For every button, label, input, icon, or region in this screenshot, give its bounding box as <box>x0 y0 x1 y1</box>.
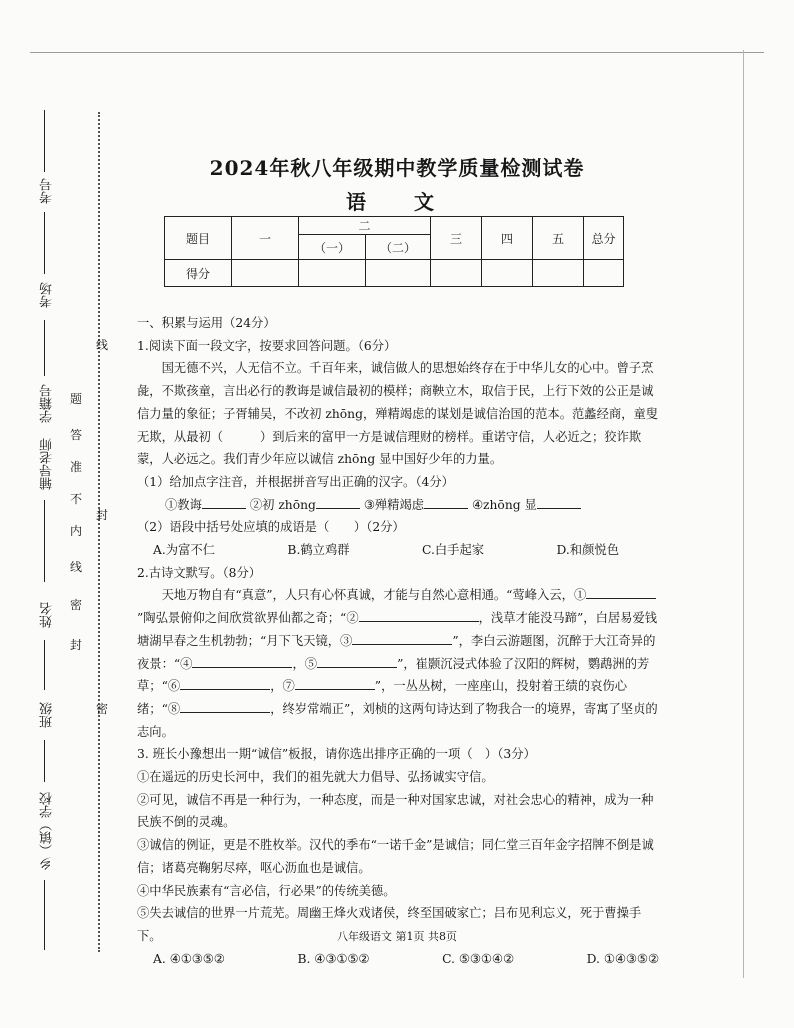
class-field[interactable] <box>44 740 45 782</box>
score-input-cell[interactable] <box>431 260 482 287</box>
seal-char: 密 <box>96 702 109 716</box>
school-label: 乡（镇）学校 <box>40 792 55 870</box>
tutor-label: 辅导老师 <box>40 438 55 490</box>
option-c[interactable]: C.白手起家 <box>421 543 485 558</box>
seal-char: 答 <box>70 428 83 442</box>
score-header-cell: 总分 <box>584 217 624 260</box>
statement-5: ⑤失去诚信的世界一片荒芜。周幽王烽火戏诸侯，终至国破家亡；吕布见利忘义，死于曹操手下。 <box>137 906 642 943</box>
item-1: ①教诲 <box>165 497 202 512</box>
exam-title: 2024年秋八年级期中教学质量检测试卷 <box>209 156 585 180</box>
score-input-cell[interactable] <box>482 260 533 287</box>
answer-blank[interactable] <box>180 698 270 713</box>
option-b[interactable]: B. ④③①⑤② <box>297 951 370 966</box>
statement-2: ②可见，诚信不再是一种行为，一种态度，而是一种对国家忠诚，对社会忠心的精神，成为一种民族不倒的灵魂。 <box>137 792 654 830</box>
seal-char: 线 <box>96 338 109 352</box>
answer-blank[interactable] <box>316 494 360 509</box>
seal-char: 内 <box>70 524 83 538</box>
statement-1: ①在遥远的历史长河中，我们的祖先就大力倡导、弘扬诚实守信。 <box>137 770 494 785</box>
student-id-label: 学籍号 <box>40 384 55 423</box>
statement-4: ④中华民族素有“言必信，行必果”的传统美德。 <box>137 883 396 898</box>
seal-char: 封 <box>96 508 109 522</box>
score-header-cell: 四 <box>482 217 533 260</box>
page-footer: 八年级语文 第1页 共8页 <box>337 930 457 943</box>
score-input-cell[interactable] <box>533 260 584 287</box>
option-b[interactable]: B.鹤立鸡群 <box>287 543 350 558</box>
score-header-cell: 一 <box>232 217 299 260</box>
question-3-options <box>137 948 659 971</box>
exam-number-label: 考号 <box>40 178 55 204</box>
exam-room-field[interactable] <box>44 212 45 274</box>
exam-content <box>137 312 659 970</box>
score-row-label: 得分 <box>165 260 232 287</box>
seal-char: 线 <box>70 560 83 574</box>
answer-blank[interactable] <box>424 494 468 509</box>
item-4: ④zhōng 显 <box>472 497 537 512</box>
answer-blank[interactable] <box>586 584 656 599</box>
question-3: 3. 班长小豫想出一期“诚信”板报，请你选出排序正确的一项（ ）（3分） <box>137 747 536 762</box>
answer-blank[interactable] <box>317 653 397 668</box>
answer-blank[interactable] <box>202 494 246 509</box>
seal-char: 封 <box>70 638 83 652</box>
score-input-cell[interactable] <box>366 260 431 287</box>
name-label: 姓名 <box>40 602 55 628</box>
exam-room-label: 考场 <box>40 282 55 308</box>
option-a[interactable]: A. ④①③⑤② <box>153 951 225 966</box>
score-header-cell: 五 <box>533 217 584 260</box>
item-3: ③殚精竭虑 <box>363 497 425 512</box>
name-field[interactable] <box>44 640 45 690</box>
question-1-2: （2）语段中括号处应填的成语是（ ）（2分） <box>137 520 405 535</box>
score-input-cell[interactable] <box>584 260 624 287</box>
answer-blank[interactable] <box>180 675 270 690</box>
page-top-edge <box>30 52 764 53</box>
seal-char: 不 <box>70 492 83 506</box>
section-heading: 一、积累与运用（24分） <box>137 316 276 330</box>
score-header-cell: 三 <box>431 217 482 260</box>
score-input-cell[interactable] <box>299 260 366 287</box>
subject-title: 语 文 <box>346 190 448 214</box>
passage: 国无德不兴，人无信不立。千百年来，诚信做人的思想始终存在于中华儿女的心中。曾子烹彘，不欺孩童，言出必行的教诲是诚信最初的模样；商鞅立木，取信于民，上行下效的公正是诚信力量的象征；子胥辅吴，不改初 zhōng，殚精竭虑的谋划是诚信治国的范本。范蠡经商，童叟无欺，从最初（ ）到后来的富甲一方是诚信理财的榜样。重诺守信，人必近之；狡诈欺蒙，人必远之。我们青少年应以诚信 zhōng 显中国好少年的力量。 <box>137 361 659 467</box>
option-a[interactable]: A.为富不仁 <box>153 543 215 558</box>
question-2: 2.古诗文默写。（8分） <box>137 565 262 580</box>
question-1: 1.阅读下面一段文字，按要求回答问题。（6分） <box>137 338 397 353</box>
answer-blank[interactable] <box>352 630 452 645</box>
seal-char: 密 <box>70 598 83 612</box>
seal-char: 题 <box>70 392 83 406</box>
answer-blank[interactable] <box>192 653 292 668</box>
seal-char: 准 <box>70 460 83 474</box>
score-header-cell: 题目 <box>165 217 232 260</box>
tutor-field[interactable] <box>44 500 45 582</box>
class-label: 班级 <box>40 702 55 728</box>
item-2: ②初 zhōng <box>249 497 316 512</box>
statement-3: ③诚信的例证，更是不胜枚举。汉代的季布“一诺千金”是诚信；同仁堂三百年金字招牌不倒是诚信；诸葛亮鞠躬尽瘁，呕心沥血也是诚信。 <box>137 838 654 875</box>
poetry-dictation: 天地万物自有“真意”，人只有心怀真诚，才能与自然心意相通。“莺峰入云，①”陶弘景俯仰之间欣赏欲界仙都之奇；“② ，浅草才能没马蹄”，白居易爱钱塘湖早春之生机勃勃；“月下飞天镜，③ ”，李白云游题图，沉醉于大江奇异的夜景：“④ ，⑤ ”，崔颢沉浸式体验了汉阳的辉树，鹦鹉洲的芳草；“⑥ ，⑦ ”，一丛丛树，一座座山，投射着王绩的哀伤心绪；“⑧ ，终岁常端正”，刘桢的这两句诗达到了物我合一的境界，寄寓了坚贞的志向。 <box>137 584 659 743</box>
option-d[interactable]: D.和颜悦色 <box>556 543 619 558</box>
score-header-cell: 二 <box>299 217 431 235</box>
option-d[interactable]: D. ①④③⑤② <box>586 951 659 966</box>
score-sub-cell: （一） <box>299 235 366 260</box>
student-id-field[interactable] <box>44 320 45 376</box>
question-1-1-items <box>137 494 659 517</box>
answer-blank[interactable] <box>295 675 375 690</box>
option-c[interactable]: C. ⑤③①④② <box>442 951 514 966</box>
question-1-2-options <box>137 539 659 562</box>
answer-blank[interactable] <box>359 607 479 622</box>
question-1-1: （1）给加点字注音，并根据拼音写出正确的汉字。（4分） <box>137 474 454 489</box>
answer-blank[interactable] <box>537 494 581 509</box>
score-sub-cell: （二） <box>366 235 431 260</box>
seal-dotted-line <box>98 112 100 952</box>
score-table <box>164 216 624 287</box>
score-input-cell[interactable] <box>232 260 299 287</box>
